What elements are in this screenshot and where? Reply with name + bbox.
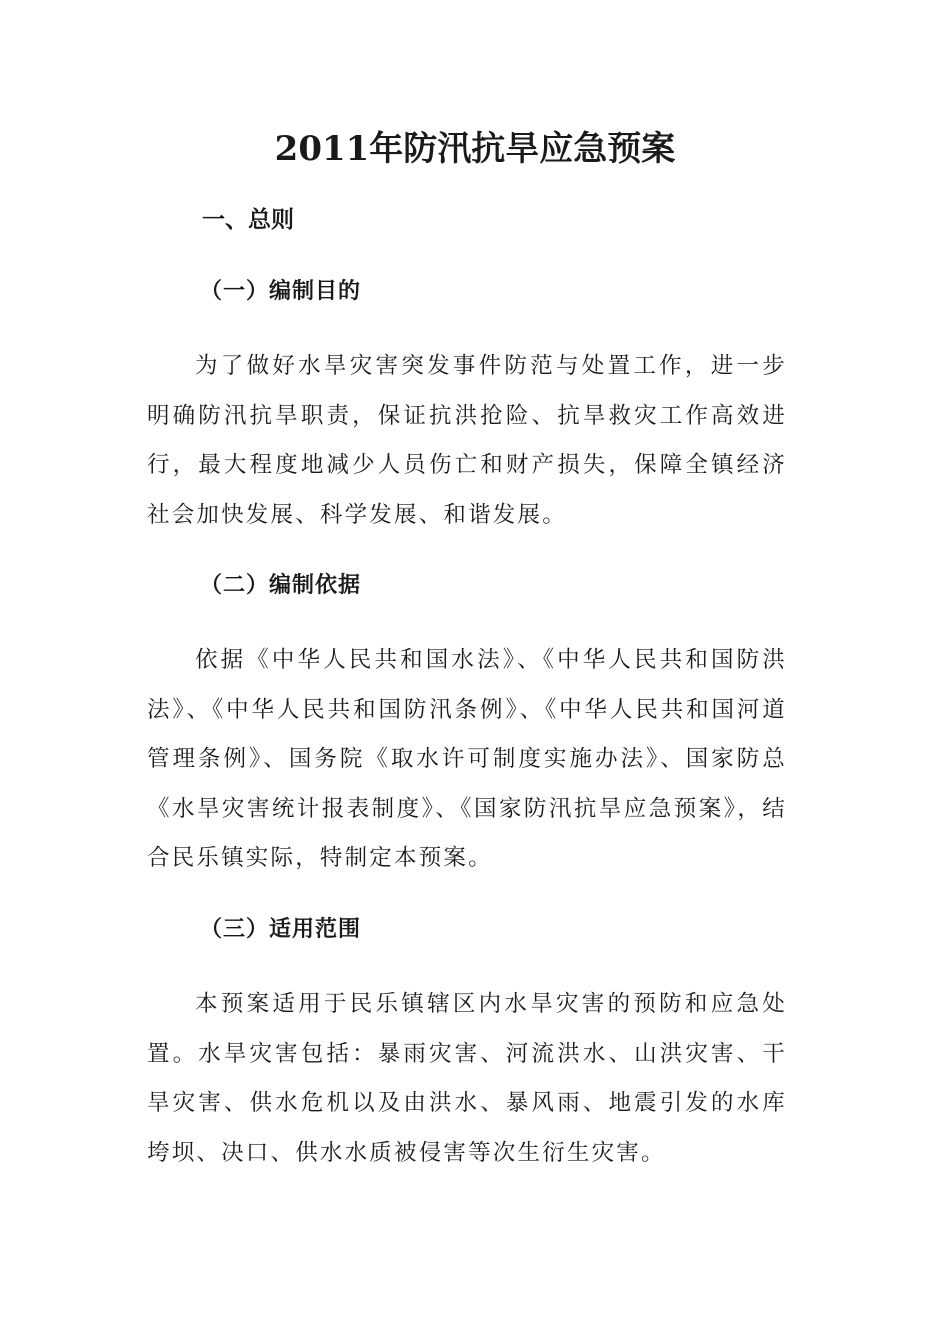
subsection-heading-purpose: （一）编制目的 bbox=[200, 279, 362, 304]
document-title: 2011年防汛抗旱应急预案 bbox=[274, 129, 676, 169]
paragraph-purpose: 为了做好水旱灾害突发事件防范与处置工作，进一步明确防汛抗旱职责，保证抗洪抢险、抗旱救灾工作高效进行，最大程度地减少人员伤亡和财产损失，保障全镇经济社会加快发展、科学发展、和谐发展。 bbox=[147, 353, 787, 528]
paragraph-basis: 依据《中华人民共和国水法》、《中华人民共和国防洪法》、《中华人民共和国防汛条例》、《中华人民共和国河道管理条例》、国务院《取水许可制度实施办法》、国家防总《水旱灾害统计报表制度》、《国家防汛抗旱应急预案》，结合民乐镇实际，特制定本预案。 bbox=[147, 647, 787, 871]
subsection-heading-basis: （二）编制依据 bbox=[200, 573, 362, 598]
paragraph-scope: 本预案适用于民乐镇辖区内水旱灾害的预防和应急处置。水旱灾害包括：暴雨灾害、河流洪水、山洪灾害、干旱灾害、供水危机以及由洪水、暴风雨、地震引发的水库垮坝、决口、供水水质被侵害等次生衍生灾害。 bbox=[147, 991, 787, 1166]
section-heading-general: 一、总则 bbox=[202, 207, 294, 233]
subsection-heading-scope: （三）适用范围 bbox=[200, 917, 362, 942]
